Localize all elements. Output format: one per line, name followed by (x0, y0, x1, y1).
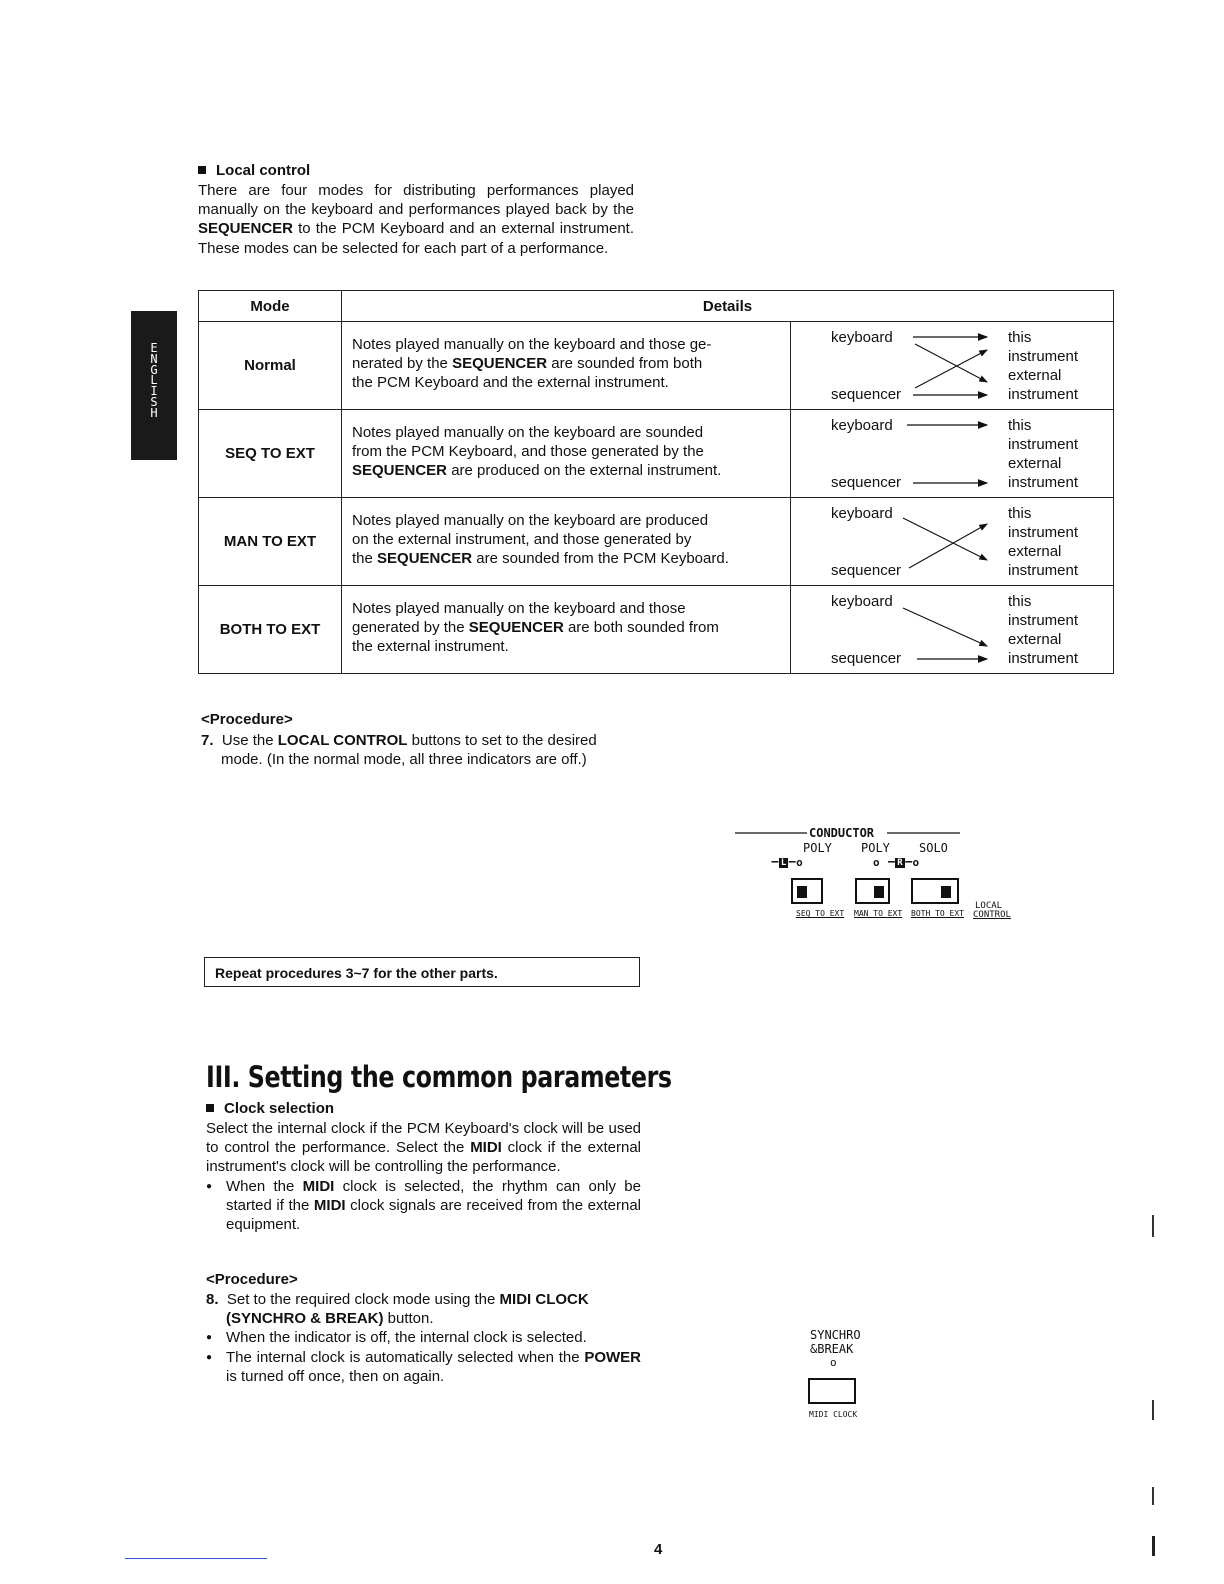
language-tab-letter: H (150, 405, 158, 420)
control-label: CONTROL (973, 910, 1011, 920)
label-keyboard: keyboard (831, 329, 893, 346)
routing-diagram-man-to-ext: keyboard sequencer this instrument external instrument (791, 498, 1114, 586)
local-control-intro: There are four modes for distributing performances played manually on the keyboard and performances played back by the SEQUENCER to the PCM Keyboard and an external instrument. These modes can be selected for each part of a performance. (198, 182, 634, 257)
local-label: LOCAL (975, 901, 1003, 911)
mode-cell: MAN TO EXT (199, 498, 342, 586)
language-tab (131, 311, 177, 460)
header-details: Details (342, 291, 1114, 322)
local-control-modes-table (198, 290, 1114, 674)
square-bullet-icon (206, 1104, 214, 1112)
language-tab-letter: N (150, 351, 158, 366)
table-row (199, 498, 1114, 586)
header-mode: Mode (199, 291, 342, 322)
midi-clock-button[interactable] (808, 1378, 856, 1404)
procedure-title: <Procedure> (201, 711, 293, 728)
square-bullet-icon (198, 166, 206, 174)
language-tab-letter: L (150, 373, 158, 388)
midi-clock-panel (810, 1328, 861, 1370)
details-cell: Notes played manually on the keyboard and those ge- nerated by the SEQUENCER are sounded from both the PCM Keyboard and the external instrument. (342, 322, 791, 410)
seq-to-ext-button[interactable] (791, 878, 823, 904)
footer-rule (125, 1558, 267, 1559)
mode-cell: BOTH TO EXT (199, 586, 342, 674)
scan-mark (1152, 1487, 1154, 1505)
table-header-row (199, 291, 1114, 322)
scan-mark (1152, 1215, 1154, 1237)
indicator-l: − L −o (771, 855, 803, 870)
man-to-ext-button[interactable] (855, 878, 890, 904)
poly-label: POLY (861, 841, 890, 855)
details-cell: Notes played manually on the keyboard are sounded from the PCM Keyboard, and those generated by the SEQUENCER are produced on the external instrument. (342, 410, 791, 498)
scan-mark (1152, 1400, 1154, 1420)
routing-arrows (791, 586, 1113, 673)
indicator-r: o − R −o (873, 855, 920, 870)
local-control-panel (735, 822, 1025, 932)
table-row (199, 586, 1114, 674)
mode-cell: SEQ TO EXT (199, 410, 342, 498)
label-this: this (1008, 329, 1032, 346)
conductor-label: CONDUCTOR (809, 826, 875, 840)
label-sequencer: sequencer (831, 386, 902, 403)
routing-arrows (791, 498, 1113, 585)
local-control-heading: Local control (198, 162, 310, 179)
mode-cell: Normal (199, 322, 342, 410)
language-tab-letter: E (150, 341, 158, 355)
repeat-procedures-note: Repeat procedures 3~7 for the other parts. (204, 957, 640, 987)
routing-diagram-both-to-ext: keyboard sequencer this instrument external instrument (791, 586, 1114, 674)
solo-label: SOLO (919, 841, 948, 855)
procedure-title: <Procedure> (206, 1271, 298, 1288)
page-number: 4 (654, 1541, 663, 1558)
procedure-step-7: 7. Use the LOCAL CONTROL buttons to set to the desired mode. (In the normal mode, all three indicators are off.) (201, 732, 597, 769)
label-instrument: instrument (1008, 386, 1079, 403)
language-tab-letter: S (150, 394, 158, 409)
label-instrument: instrument (1008, 348, 1079, 365)
language-tab-letters (144, 311, 164, 419)
routing-arrows (791, 322, 1113, 409)
procedure-step-8: 8. Set to the required clock mode using the MIDI CLOCK (SYNCHRO & BREAK) button. ● When the indicator is off, the internal clock is selected. ● The internal clock is automatically selected when the POWER is turned off once, then on again. (206, 1290, 641, 1386)
language-tab-letter: I (150, 384, 158, 399)
routing-diagram-normal (791, 322, 1114, 410)
scan-mark (1152, 1536, 1155, 1556)
synchro-label: SYNCHRO (810, 1328, 861, 1342)
list-item: ● When the indicator is off, the internal clock is selected. (206, 1328, 641, 1347)
details-cell: Notes played manually on the keyboard and those generated by the SEQUENCER are both sounded from the external instrument. (342, 586, 791, 674)
table-row (199, 410, 1114, 498)
break-label: &BREAK (810, 1342, 854, 1356)
table-row (199, 322, 1114, 410)
both-to-ext-button[interactable] (911, 878, 959, 904)
man-to-ext-label: MAN TO EXT (854, 909, 903, 918)
routing-arrows (791, 410, 1113, 497)
clock-selection-text: Select the internal clock if the PCM Keyboard's clock will be used to control the performance. Select the MIDI clock if the external instrument's clock will be controlling the performance. ● When the MIDI clock is selected, the rhythm can only be started if the MIDI clock signals are received from the external equipment. (206, 1119, 641, 1234)
section-title: III. Setting the common parameters (206, 1060, 672, 1094)
poly-label: POLY (803, 841, 832, 855)
clock-selection-heading: Clock selection (206, 1100, 334, 1117)
details-cell: Notes played manually on the keyboard are produced on the external instrument, and those generated by the SEQUENCER are sounded from the PCM Keyboard. (342, 498, 791, 586)
midi-clock-label: MIDI CLOCK (809, 1410, 858, 1419)
language-tab-letter: G (150, 362, 158, 377)
label-external: external (1008, 367, 1062, 384)
seq-to-ext-label: SEQ TO EXT (796, 909, 845, 918)
list-item: ● The internal clock is automatically selected when the POWER is turned off once, then on again. (206, 1348, 641, 1386)
routing-diagram-seq-to-ext: keyboard sequencer this instrument external instrument (791, 410, 1114, 498)
list-item: ● When the MIDI clock is selected, the rhythm can only be started if the MIDI clock signals are received from the external equipment. (206, 1177, 641, 1235)
midi-clock-indicator: o (830, 1356, 837, 1369)
both-to-ext-label: BOTH TO EXT (911, 909, 964, 918)
